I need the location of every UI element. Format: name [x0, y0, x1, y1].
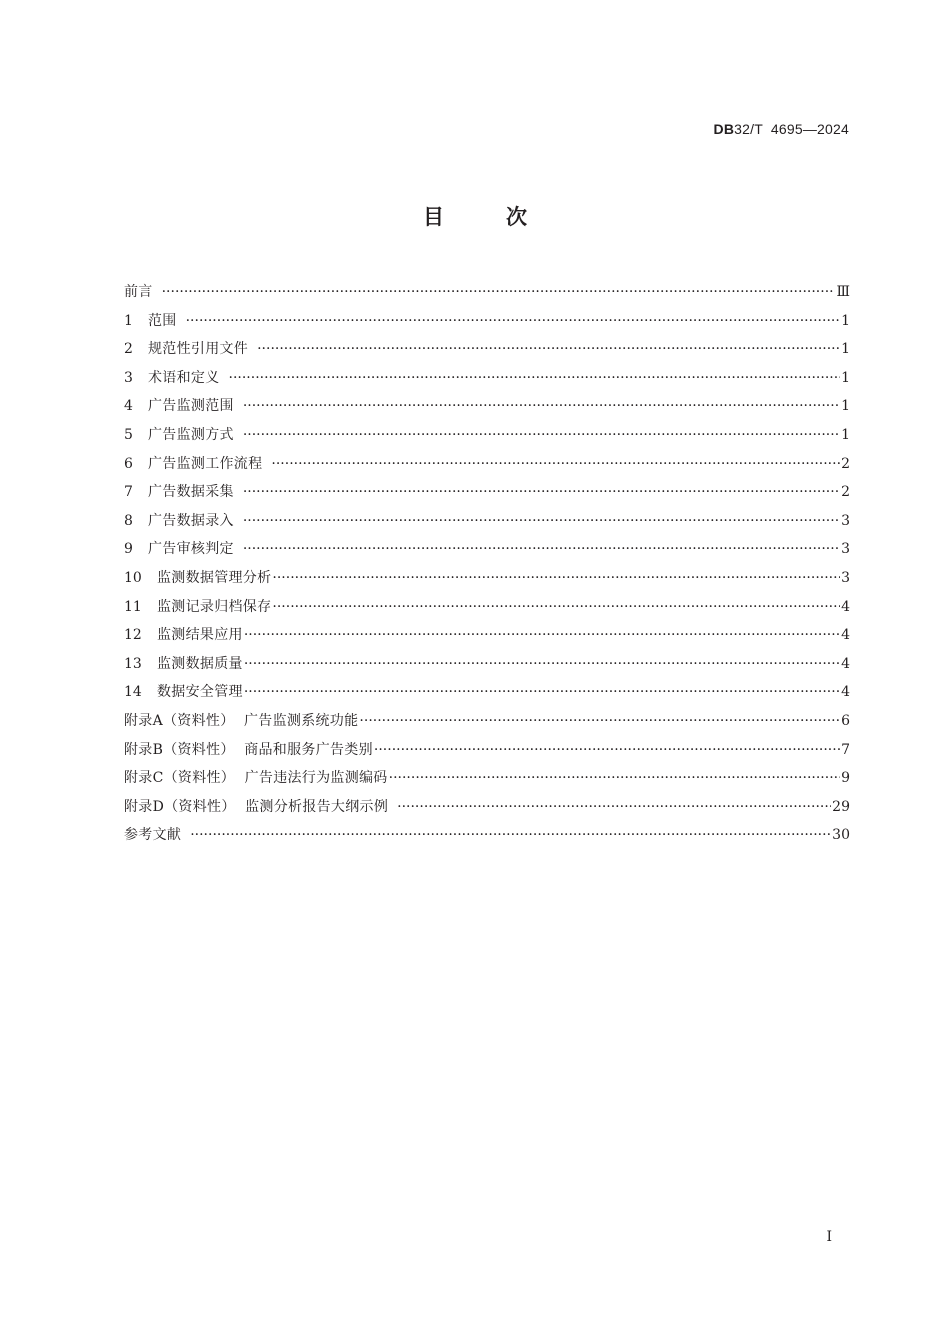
- toc-entry-number: 8: [124, 512, 133, 529]
- toc-entry-page: 1: [841, 341, 850, 358]
- dot-leader: [243, 392, 840, 421]
- toc-entry[interactable]: [124, 364, 850, 393]
- toc-entry[interactable]: [124, 335, 850, 364]
- toc-entry-page: 4: [841, 627, 850, 644]
- toc-entry[interactable]: [124, 650, 850, 679]
- toc-entry-page: 30: [832, 827, 850, 844]
- toc-entry[interactable]: [124, 564, 850, 593]
- toc-entry[interactable]: [124, 507, 850, 536]
- toc-entry-label: 监测记录归档保存: [157, 598, 272, 615]
- toc-entry-number: 9: [124, 541, 133, 558]
- toc-entry-label: 前言: [124, 284, 153, 300]
- toc-entry[interactable]: [124, 764, 850, 793]
- dot-leader: [359, 707, 840, 736]
- toc-entry-label: 数据安全管理: [157, 684, 243, 701]
- toc-entry[interactable]: [124, 793, 850, 822]
- table-of-contents: [124, 278, 850, 850]
- toc-entry-number: 11: [124, 598, 142, 615]
- dot-leader: [397, 793, 831, 822]
- toc-entry-label: 广告数据录入: [148, 512, 234, 529]
- toc-entry-number: 12: [124, 627, 142, 644]
- title-char-2: 次: [506, 205, 527, 229]
- toc-entry-label: 广告数据采集: [148, 484, 234, 501]
- toc-entry-label: 监测结果应用: [157, 627, 243, 644]
- toc-entry-number: 13: [124, 655, 142, 672]
- toc-entry-page: 6: [841, 712, 850, 729]
- toc-entry-page: 9: [841, 770, 850, 787]
- dot-leader: [272, 564, 840, 593]
- toc-entry[interactable]: [124, 421, 850, 450]
- toc-entry-page: 2: [841, 455, 850, 472]
- dot-leader: [243, 535, 840, 564]
- toc-entry[interactable]: [124, 278, 850, 307]
- toc-entry[interactable]: [124, 707, 850, 736]
- toc-entry-number: 3: [124, 369, 133, 386]
- toc-entry-number: 14: [124, 684, 142, 701]
- dot-leader: [389, 764, 840, 793]
- toc-entry[interactable]: [124, 392, 850, 421]
- dot-leader: [244, 678, 840, 707]
- toc-entry-page: 2: [841, 484, 850, 501]
- toc-entry-page: 4: [841, 598, 850, 615]
- standard-code-prefix: DB: [713, 121, 735, 137]
- toc-entry-number: 2: [124, 341, 133, 358]
- toc-entry-label: 广告监测工作流程: [148, 455, 263, 472]
- toc-entry-label: 监测数据质量: [157, 655, 243, 672]
- toc-entry-label: 附录A（资料性） 广告监测系统功能: [124, 712, 359, 729]
- toc-entry[interactable]: [124, 678, 850, 707]
- dot-leader: [244, 650, 840, 679]
- dot-leader: [243, 478, 840, 507]
- toc-entry-number: 6: [124, 455, 133, 472]
- toc-entry-page: Ⅲ: [836, 284, 850, 300]
- toc-entry-label: 范围: [148, 312, 177, 329]
- toc-entry[interactable]: [124, 450, 850, 479]
- dot-leader: [229, 364, 841, 393]
- toc-entry[interactable]: [124, 621, 850, 650]
- toc-entry-number: 4: [124, 398, 133, 415]
- toc-entry[interactable]: [124, 535, 850, 564]
- toc-entry-page: 1: [841, 426, 850, 443]
- toc-entry-page: 3: [841, 569, 850, 586]
- toc-entry-number: 5: [124, 426, 133, 443]
- toc-entry-page: 4: [841, 684, 850, 701]
- toc-entry[interactable]: [124, 478, 850, 507]
- toc-entry-label: 广告监测范围: [148, 398, 234, 415]
- toc-entry-label: 规范性引用文件: [148, 341, 249, 358]
- toc-entry-page: 3: [841, 541, 850, 558]
- dot-leader: [271, 450, 840, 479]
- dot-leader: [244, 621, 840, 650]
- page-number: I: [826, 1229, 832, 1245]
- toc-entry-label: 监测数据管理分析: [157, 569, 272, 586]
- toc-entry-label: 附录C（资料性） 广告违法行为监测编码: [124, 770, 388, 787]
- toc-entry-page: 1: [841, 369, 850, 386]
- dot-leader: [162, 278, 836, 307]
- toc-entry-label: 参考文献: [124, 827, 182, 844]
- page-title: [0, 201, 950, 231]
- toc-entry[interactable]: [124, 307, 850, 336]
- toc-entry-page: 1: [841, 312, 850, 329]
- toc-entry-number: 10: [124, 569, 142, 586]
- dot-leader: [186, 307, 840, 336]
- dot-leader: [190, 821, 831, 850]
- toc-entry[interactable]: [124, 593, 850, 622]
- toc-entry-page: 29: [832, 798, 850, 815]
- toc-entry[interactable]: [124, 821, 850, 850]
- dot-leader: [243, 421, 840, 450]
- dot-leader: [243, 507, 840, 536]
- toc-entry-number: 7: [124, 484, 133, 501]
- standard-code-number: 32/T 4695—2024: [734, 121, 849, 137]
- toc-entry-label: 附录D（资料性） 监测分析报告大纲示例: [124, 798, 389, 815]
- dot-leader: [272, 593, 840, 622]
- toc-entry-label: 广告审核判定: [148, 541, 234, 558]
- toc-entry-page: 4: [841, 655, 850, 672]
- dot-leader: [257, 335, 840, 364]
- standard-code: [714, 121, 849, 137]
- toc-entry-number: 1: [124, 312, 133, 329]
- toc-entry[interactable]: [124, 736, 850, 765]
- toc-entry-page: 7: [841, 741, 850, 758]
- dot-leader: [374, 736, 840, 765]
- toc-entry-label: 广告监测方式: [148, 426, 234, 443]
- toc-entry-label: 附录B（资料性） 商品和服务广告类别: [124, 741, 373, 758]
- toc-entry-label: 术语和定义: [148, 369, 220, 386]
- title-char-1: 目: [423, 205, 444, 229]
- toc-entry-page: 3: [841, 512, 850, 529]
- toc-entry-page: 1: [841, 398, 850, 415]
